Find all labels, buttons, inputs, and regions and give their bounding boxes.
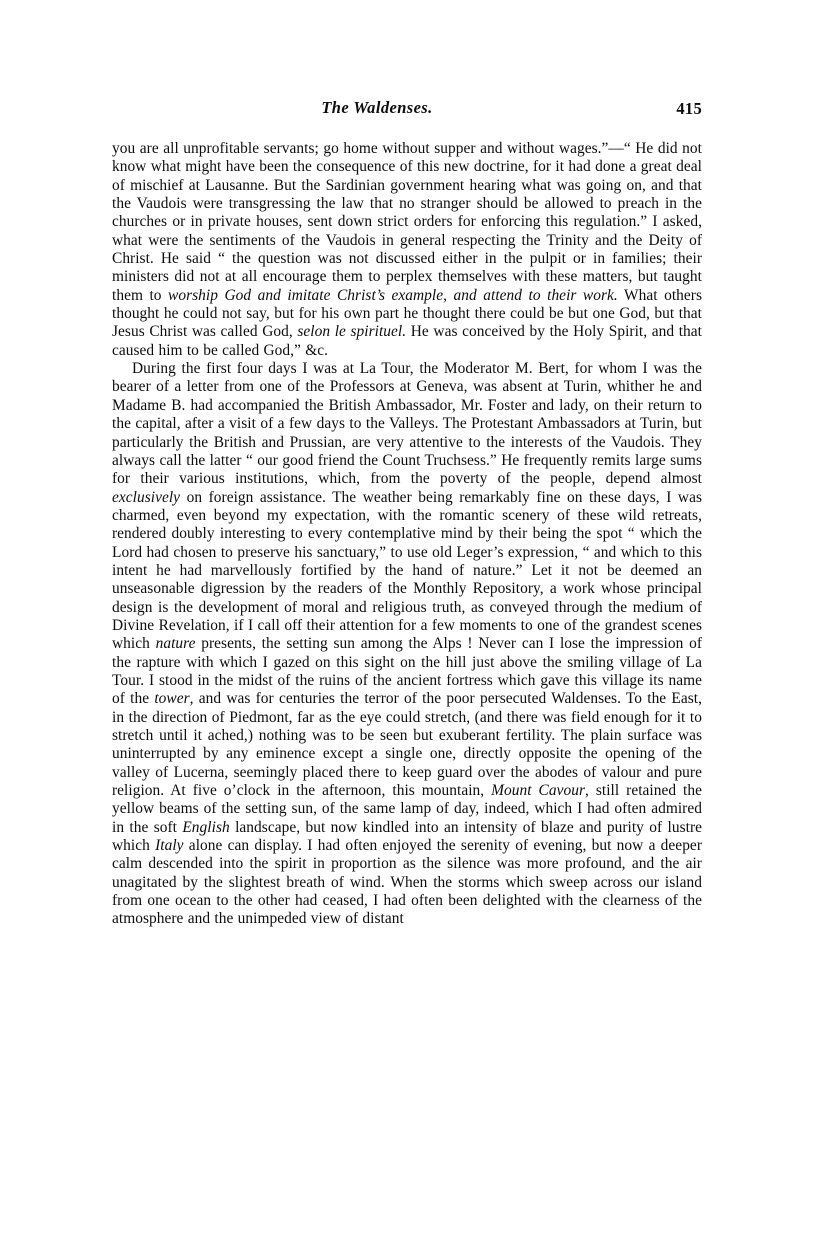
text-run: He was conceived by the Holy Spirit, and that caused him to be called God,” &c.: [112, 323, 702, 359]
emphasis-text: Mount Cavour: [491, 782, 586, 800]
page-number: 415: [676, 99, 702, 118]
text-run: you are all unprofitable servants; go home without supper and without wages.”—“ He did not know what might have been the consequence of this new doctrine, for it had done a great deal of mischief at Lausanne. But the Sardinian government hearing what was going on, and that the Vaudois were transgressing the law that no stranger should be allowed to preach in the churches or in private houses, sent down strict orders for enforcing this regulation.” I asked, what were the sentiments of the Vaudois in general respecting the Trinity and the Deity of Christ. He said “ the question was not discussed either in the pulpit or in families; their ministers did not at all encourage them to perplex themselves with these matters, but taught them to: [112, 140, 702, 304]
emphasis-text: worship God and imitate Christ’s example, and attend to their work.: [168, 286, 618, 304]
emphasis-text: selon le spirituel.: [297, 323, 407, 341]
paragraph-2: [112, 360, 702, 929]
paragraph-1: [112, 140, 702, 360]
emphasis-text: nature: [155, 635, 196, 653]
emphasis-text: tower: [154, 690, 190, 708]
emphasis-text: Italy: [155, 837, 184, 855]
emphasis-text: English: [182, 818, 230, 836]
text-run: , still retained the yellow beams of the setting sun, of the same lamp of day, indeed, which I had often admired in the soft: [112, 782, 703, 836]
page-header: [112, 98, 702, 132]
page-content: [112, 98, 702, 929]
running-head: The Waldenses.: [321, 98, 433, 117]
body-text: [112, 140, 702, 929]
text-run: What others thought he could not say, but for his own part he thought there could be but one God, but that Jesus Christ was called God,: [112, 286, 702, 341]
emphasis-text: exclusively: [112, 488, 181, 506]
text-run: presents, the setting sun among the Alps ! Never can I lose the impression of the rapture with which I gazed on this sight on the hill just above the smiling village of La Tour. I stood in the midst of the ruins of the ancient fortress which gave this village its name of the: [112, 635, 702, 708]
text-run: alone can display. I had often enjoyed the serenity of evening, but now a deeper calm descended into the spirit in proportion as the silence was more profound, and the air unagitated by the slightest breath of wind. When the storms which sweep across our island from one ocean to the other had ceased, I had often been delighted with the clearness of the atmosphere and the unimpeded view of distant: [112, 837, 702, 928]
text-run: landscape, but now kindled into an intensity of blaze and purity of lustre which: [112, 818, 703, 855]
text-run: , and was for centuries the terror of the poor persecuted Waldenses. To the East, in the direction of Piedmont, far as the eye could stretch, (and there was field enough for it to stretch until it ached,) nothing was to be seen but exuberant fertility. The plain surface was uninterrupted by any eminence except a single one, directly opposite the opening of the valley of Lucerna, seemingly placed there to keep guard over the abodes of valour and pure religion. At five o’clock in the afternoon, this mountain,: [112, 690, 703, 800]
text-run: During the first four days I was at La Tour, the Moderator M. Bert, for whom I was the bearer of a letter from one of the Professors at Geneva, was absent at Turin, whither he and Madame B. had accompanied the British Ambassador, Mr. Foster and lady, on their return to the capital, after a visit of a few days to the Valleys. The Protestant Ambassadors at Turin, but particularly the British and Prussian, are very attentive to the interests of the Vaudois. They always call the latter “ our good friend the Count Truchsess.” He frequently remits large sums for their various institutions, which, from the poverty of the people, depend almost: [112, 360, 702, 488]
text-run: on foreign assistance. The weather being remarkably fine on these days, I was charmed, even beyond my expectation, with the romantic scenery of these wild retreats, rendered doubly interesting to every contemplative mind by their being the spot “ which the Lord had chosen to preserve his sanctuary,” to use old Leger’s expression, “ and which to this intent he had marvellously fortified by the hand of nature.” Let it not be deemed an unseasonable digression by the readers of the Monthly Repository, a work whose principal design is the development of moral and religious truth, as conveyed through the medium of Divine Revelation, if I call off their attention for a few moments to one of the grandest scenes which: [112, 488, 702, 653]
